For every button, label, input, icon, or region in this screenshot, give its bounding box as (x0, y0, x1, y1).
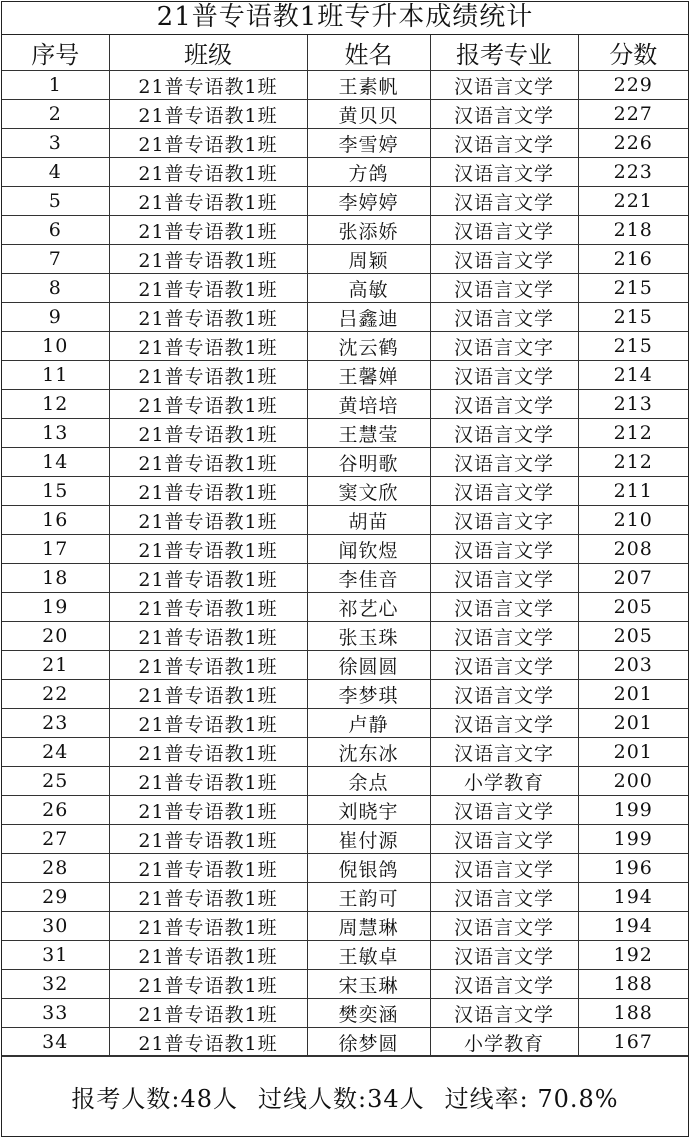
applicant-count: 报考人数:48人 (71, 1084, 239, 1113)
cell-name: 张玉珠 (307, 622, 430, 651)
cell-major: 汉语言文学 (430, 680, 578, 709)
cell-class: 21普专语教1班 (109, 332, 307, 361)
cell-name: 吕鑫迪 (307, 303, 430, 332)
table-row (2, 912, 688, 941)
summary-line (2, 1055, 688, 1136)
pass-rate: 过线率: 70.8% (444, 1084, 619, 1113)
cell-score: 199 (578, 825, 688, 854)
cell-class: 21普专语教1班 (109, 912, 307, 941)
cell-major: 汉语言文字 (430, 332, 578, 361)
cell-name: 黄贝贝 (307, 100, 430, 129)
cell-score: 212 (578, 419, 688, 448)
table-row (2, 593, 688, 622)
table-row (2, 187, 688, 216)
cell-index: 19 (2, 593, 109, 622)
cell-score: 214 (578, 361, 688, 390)
cell-class: 21普专语教1班 (109, 477, 307, 506)
cell-class: 21普专语教1班 (109, 448, 307, 477)
cell-major: 汉语言文学 (430, 825, 578, 854)
cell-major: 汉语言文学 (430, 999, 578, 1028)
cell-class: 21普专语教1班 (109, 216, 307, 245)
cell-major: 汉语言文学 (430, 535, 578, 564)
cell-name: 沈东冰 (307, 738, 430, 767)
cell-index: 13 (2, 419, 109, 448)
table-row (2, 274, 688, 303)
cell-score: 199 (578, 796, 688, 825)
cell-major: 汉语言文学 (430, 854, 578, 883)
table-row (2, 564, 688, 593)
cell-index: 24 (2, 738, 109, 767)
cell-name: 余点 (307, 767, 430, 796)
cell-class: 21普专语教1班 (109, 564, 307, 593)
cell-name: 王韵可 (307, 883, 430, 912)
table-row (2, 158, 688, 187)
cell-score: 205 (578, 622, 688, 651)
table-row (2, 71, 688, 100)
cell-name: 李婷婷 (307, 187, 430, 216)
header-major: 报考专业 (430, 35, 578, 71)
cell-score: 223 (578, 158, 688, 187)
cell-index: 30 (2, 912, 109, 941)
cell-score: 203 (578, 651, 688, 680)
cell-score: 226 (578, 129, 688, 158)
cell-score: 196 (578, 854, 688, 883)
cell-class: 21普专语教1班 (109, 535, 307, 564)
cell-score: 211 (578, 477, 688, 506)
cell-name: 李佳音 (307, 564, 430, 593)
cell-name: 周颖 (307, 245, 430, 274)
table-row (2, 303, 688, 332)
cell-index: 11 (2, 361, 109, 390)
cell-major: 汉语言文学 (430, 709, 578, 738)
cell-major: 汉语言文学 (430, 883, 578, 912)
cell-score: 215 (578, 332, 688, 361)
cell-name: 王慧莹 (307, 419, 430, 448)
header-class: 班级 (109, 35, 307, 71)
cell-score: 192 (578, 941, 688, 970)
cell-major: 汉语言文学 (430, 187, 578, 216)
cell-class: 21普专语教1班 (109, 390, 307, 419)
cell-index: 28 (2, 854, 109, 883)
cell-index: 18 (2, 564, 109, 593)
cell-score: 215 (578, 303, 688, 332)
cell-score: 212 (578, 448, 688, 477)
cell-major: 汉语言文学 (430, 941, 578, 970)
cell-name: 方鸽 (307, 158, 430, 187)
cell-name: 宋玉琳 (307, 970, 430, 999)
cell-class: 21普专语教1班 (109, 680, 307, 709)
cell-index: 27 (2, 825, 109, 854)
cell-index: 32 (2, 970, 109, 999)
cell-class: 21普专语教1班 (109, 767, 307, 796)
cell-major: 汉语言文学 (430, 158, 578, 187)
table-row (2, 651, 688, 680)
cell-major: 汉语言文学 (430, 100, 578, 129)
cell-score: 201 (578, 680, 688, 709)
cell-name: 卢静 (307, 709, 430, 738)
table-row (2, 970, 688, 999)
cell-major: 汉语言文学 (430, 622, 578, 651)
cell-class: 21普专语教1班 (109, 825, 307, 854)
table-row (2, 999, 688, 1028)
cell-index: 17 (2, 535, 109, 564)
cell-index: 10 (2, 332, 109, 361)
cell-name: 周慧琳 (307, 912, 430, 941)
cell-name: 窦文欣 (307, 477, 430, 506)
cell-index: 26 (2, 796, 109, 825)
cell-score: 213 (578, 390, 688, 419)
table-row (2, 216, 688, 245)
cell-major: 汉语言文学 (430, 970, 578, 999)
cell-class: 21普专语教1班 (109, 1028, 307, 1057)
cell-major: 汉语言文学 (430, 245, 578, 274)
cell-score: 194 (578, 912, 688, 941)
cell-class: 21普专语教1班 (109, 303, 307, 332)
cell-major: 汉语言文学 (430, 361, 578, 390)
cell-class: 21普专语教1班 (109, 622, 307, 651)
cell-major: 汉语言文学 (430, 477, 578, 506)
cell-major: 汉语言文字 (430, 738, 578, 767)
cell-index: 25 (2, 767, 109, 796)
cell-score: 201 (578, 709, 688, 738)
table-row (2, 825, 688, 854)
cell-class: 21普专语教1班 (109, 593, 307, 622)
cell-class: 21普专语教1班 (109, 970, 307, 999)
cell-class: 21普专语教1班 (109, 361, 307, 390)
sheet-title: 21普专语教1班专升本成绩统计 (2, 2, 688, 35)
cell-score: 167 (578, 1028, 688, 1057)
table-row (2, 738, 688, 767)
cell-class: 21普专语教1班 (109, 999, 307, 1028)
cell-class: 21普专语教1班 (109, 651, 307, 680)
cell-name: 王敏卓 (307, 941, 430, 970)
cell-name: 闻钦煜 (307, 535, 430, 564)
table-row (2, 622, 688, 651)
cell-name: 崔付源 (307, 825, 430, 854)
cell-major: 汉语言文学 (430, 564, 578, 593)
cell-score: 216 (578, 245, 688, 274)
cell-name: 徐梦圆 (307, 1028, 430, 1057)
cell-score: 229 (578, 71, 688, 100)
table-row (2, 854, 688, 883)
cell-major: 小学教育 (430, 1028, 578, 1057)
cell-score: 200 (578, 767, 688, 796)
cell-score: 207 (578, 564, 688, 593)
header-name: 姓名 (307, 35, 430, 71)
cell-class: 21普专语教1班 (109, 709, 307, 738)
cell-index: 7 (2, 245, 109, 274)
cell-index: 14 (2, 448, 109, 477)
table-row (2, 448, 688, 477)
cell-name: 樊奕涵 (307, 999, 430, 1028)
cell-score: 208 (578, 535, 688, 564)
cell-index: 21 (2, 651, 109, 680)
cell-major: 汉语言文学 (430, 71, 578, 100)
table-row (2, 709, 688, 738)
cell-class: 21普专语教1班 (109, 883, 307, 912)
cell-name: 刘晓宇 (307, 796, 430, 825)
table-row (2, 883, 688, 912)
cell-class: 21普专语教1班 (109, 187, 307, 216)
cell-index: 34 (2, 1028, 109, 1057)
cell-major: 汉语言文学 (430, 796, 578, 825)
cell-index: 3 (2, 129, 109, 158)
cell-class: 21普专语教1班 (109, 506, 307, 535)
cell-major: 汉语言文学 (430, 274, 578, 303)
cell-class: 21普专语教1班 (109, 129, 307, 158)
cell-index: 22 (2, 680, 109, 709)
cell-index: 33 (2, 999, 109, 1028)
table-row (2, 100, 688, 129)
cell-class: 21普专语教1班 (109, 100, 307, 129)
cell-class: 21普专语教1班 (109, 71, 307, 100)
cell-major: 汉语言文学 (430, 448, 578, 477)
cell-name: 高敏 (307, 274, 430, 303)
table-row (2, 1028, 688, 1057)
cell-major: 汉语言文学 (430, 303, 578, 332)
table-row (2, 419, 688, 448)
score-sheet (1, 1, 689, 1137)
cell-major: 汉语言文学 (430, 593, 578, 622)
table-row (2, 390, 688, 419)
table-row (2, 332, 688, 361)
cell-name: 徐圆圆 (307, 651, 430, 680)
table-row (2, 506, 688, 535)
cell-name: 谷明歌 (307, 448, 430, 477)
cell-class: 21普专语教1班 (109, 419, 307, 448)
table-row (2, 129, 688, 158)
cell-score: 210 (578, 506, 688, 535)
cell-name: 祁艺心 (307, 593, 430, 622)
cell-name: 倪银鸽 (307, 854, 430, 883)
cell-score: 221 (578, 187, 688, 216)
header-index: 序号 (2, 35, 109, 71)
table-row (2, 796, 688, 825)
cell-class: 21普专语教1班 (109, 245, 307, 274)
cell-name: 沈云鹤 (307, 332, 430, 361)
cell-score: 194 (578, 883, 688, 912)
cell-class: 21普专语教1班 (109, 738, 307, 767)
cell-name: 胡苗 (307, 506, 430, 535)
cell-major: 汉语言文学 (430, 419, 578, 448)
cell-index: 12 (2, 390, 109, 419)
cell-class: 21普专语教1班 (109, 274, 307, 303)
cell-class: 21普专语教1班 (109, 854, 307, 883)
cell-index: 23 (2, 709, 109, 738)
cell-major: 汉语言文学 (430, 216, 578, 245)
cell-major: 汉语言文学 (430, 129, 578, 158)
cell-score: 188 (578, 999, 688, 1028)
cell-index: 1 (2, 71, 109, 100)
cell-class: 21普专语教1班 (109, 941, 307, 970)
header-row (2, 35, 688, 71)
cell-name: 张添娇 (307, 216, 430, 245)
cell-score: 215 (578, 274, 688, 303)
cell-index: 20 (2, 622, 109, 651)
cell-score: 201 (578, 738, 688, 767)
cell-name: 王馨婵 (307, 361, 430, 390)
cell-major: 汉语言文学 (430, 651, 578, 680)
cell-index: 6 (2, 216, 109, 245)
cell-name: 黄培培 (307, 390, 430, 419)
cell-index: 4 (2, 158, 109, 187)
header-score: 分数 (578, 35, 688, 71)
table-row (2, 477, 688, 506)
cell-major: 汉语言文学 (430, 390, 578, 419)
table-row (2, 245, 688, 274)
cell-index: 5 (2, 187, 109, 216)
cell-index: 9 (2, 303, 109, 332)
cell-score: 188 (578, 970, 688, 999)
cell-name: 李雪婷 (307, 129, 430, 158)
cell-score: 205 (578, 593, 688, 622)
cell-index: 16 (2, 506, 109, 535)
cell-name: 王素帆 (307, 71, 430, 100)
cell-class: 21普专语教1班 (109, 796, 307, 825)
cell-score: 218 (578, 216, 688, 245)
cell-class: 21普专语教1班 (109, 158, 307, 187)
cell-name: 李梦琪 (307, 680, 430, 709)
table-row (2, 680, 688, 709)
cell-major: 汉语言文字 (430, 506, 578, 535)
cell-score: 227 (578, 100, 688, 129)
cell-index: 2 (2, 100, 109, 129)
table-row (2, 767, 688, 796)
table-row (2, 941, 688, 970)
cell-index: 8 (2, 274, 109, 303)
cell-major: 小学教育 (430, 767, 578, 796)
cell-index: 29 (2, 883, 109, 912)
cell-major: 汉语言文学 (430, 912, 578, 941)
table-row (2, 361, 688, 390)
score-table (2, 35, 688, 1057)
table-row (2, 535, 688, 564)
cell-index: 15 (2, 477, 109, 506)
cell-index: 31 (2, 941, 109, 970)
passed-count: 过线人数:34人 (258, 1084, 425, 1113)
